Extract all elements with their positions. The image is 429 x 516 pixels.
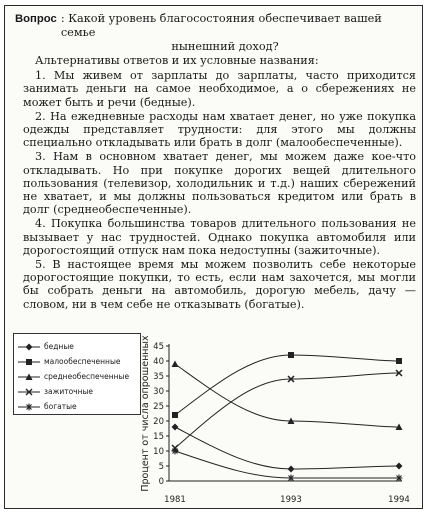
option-2: 2. На ежедневные расходы нам хватает денег, но уже покупка одежды представляет трудности: для этого мы должны специально откладывать или брать в долг (малообеспеченные).: [23, 109, 416, 150]
series-line: [175, 364, 399, 427]
data-point: [172, 448, 179, 455]
y-axis-label: Процент от числа опрошенных: [140, 335, 151, 492]
option-1: 1. Мы живем от зарплаты до зарплаты, часто приходится занимать деньги на самое необходимое, а о сбережениях не может быть и речи (бедные).: [23, 69, 416, 109]
series-line: [175, 373, 399, 448]
option-3: 3. Нам в основном хватает денег, мы можем даже кое-что откладывать. Но при покупке дорогих вещей длительного пользования (телевизор, холодильник и т.д.) наших сбережений не хватает, и мы должны пользоваться кредитом или брать в долг (среднеобеспеченные).: [23, 150, 416, 217]
legend-label: зажиточные: [44, 387, 94, 396]
document-frame: [4, 5, 423, 509]
data-point: [172, 412, 178, 418]
y-tick-label: 5: [158, 462, 164, 472]
data-point: [396, 463, 403, 470]
data-point: [288, 352, 294, 358]
y-tick-label: 45: [153, 342, 164, 352]
y-tick-label: 15: [153, 432, 164, 442]
y-tick-label: 30: [153, 387, 164, 397]
option-4: 4. Покупка большинства товаров длительного пользования не вызывает у нас трудностей. Однако покупка автомобиля или дорогостоящий отпуск нам пока недоступны (зажиточные).: [23, 217, 416, 257]
y-tick-label: 20: [153, 417, 164, 427]
data-point: [172, 424, 179, 431]
legend-label: среднеобеспеченные: [44, 372, 130, 381]
question-text-line1: : Какой уровень благосостояния обеспечивает вашей семье: [60, 12, 382, 39]
data-point: [396, 475, 403, 482]
options-intro: Альтернативы ответов и их условные названия:: [35, 54, 319, 67]
data-point: [288, 466, 295, 473]
series-line: [175, 355, 399, 415]
legend-label: малообеспеченные: [44, 357, 121, 366]
y-tick-label: 0: [158, 477, 164, 487]
option-5: 5. В настоящее время мы можем позволить себе некоторые дорогостоящие покупки, то есть, если нам захочется, мы могли бы собрать деньги на автомобиль, дорогую мебель, дачу — словом, ни в чем себе не отказывать (богатые).: [23, 258, 416, 311]
y-tick-label: 35: [153, 372, 164, 382]
data-point: [288, 475, 295, 482]
data-point: [396, 358, 402, 364]
data-point: [172, 361, 179, 368]
legend-label: бедные: [44, 342, 74, 351]
line-chart: [5, 6, 424, 510]
question-text-line2: нынешний доход?: [171, 40, 279, 53]
y-tick-label: 40: [153, 357, 164, 367]
x-tick-label: 1993: [280, 495, 302, 505]
question-label: Вопрос: [15, 13, 57, 25]
x-tick-label: 1981: [164, 495, 186, 505]
series-line: [175, 451, 399, 478]
y-tick-label: 10: [153, 447, 164, 457]
legend-label: богатые: [44, 402, 77, 411]
y-tick-label: 25: [153, 402, 164, 412]
x-tick-label: 1994: [388, 495, 410, 505]
